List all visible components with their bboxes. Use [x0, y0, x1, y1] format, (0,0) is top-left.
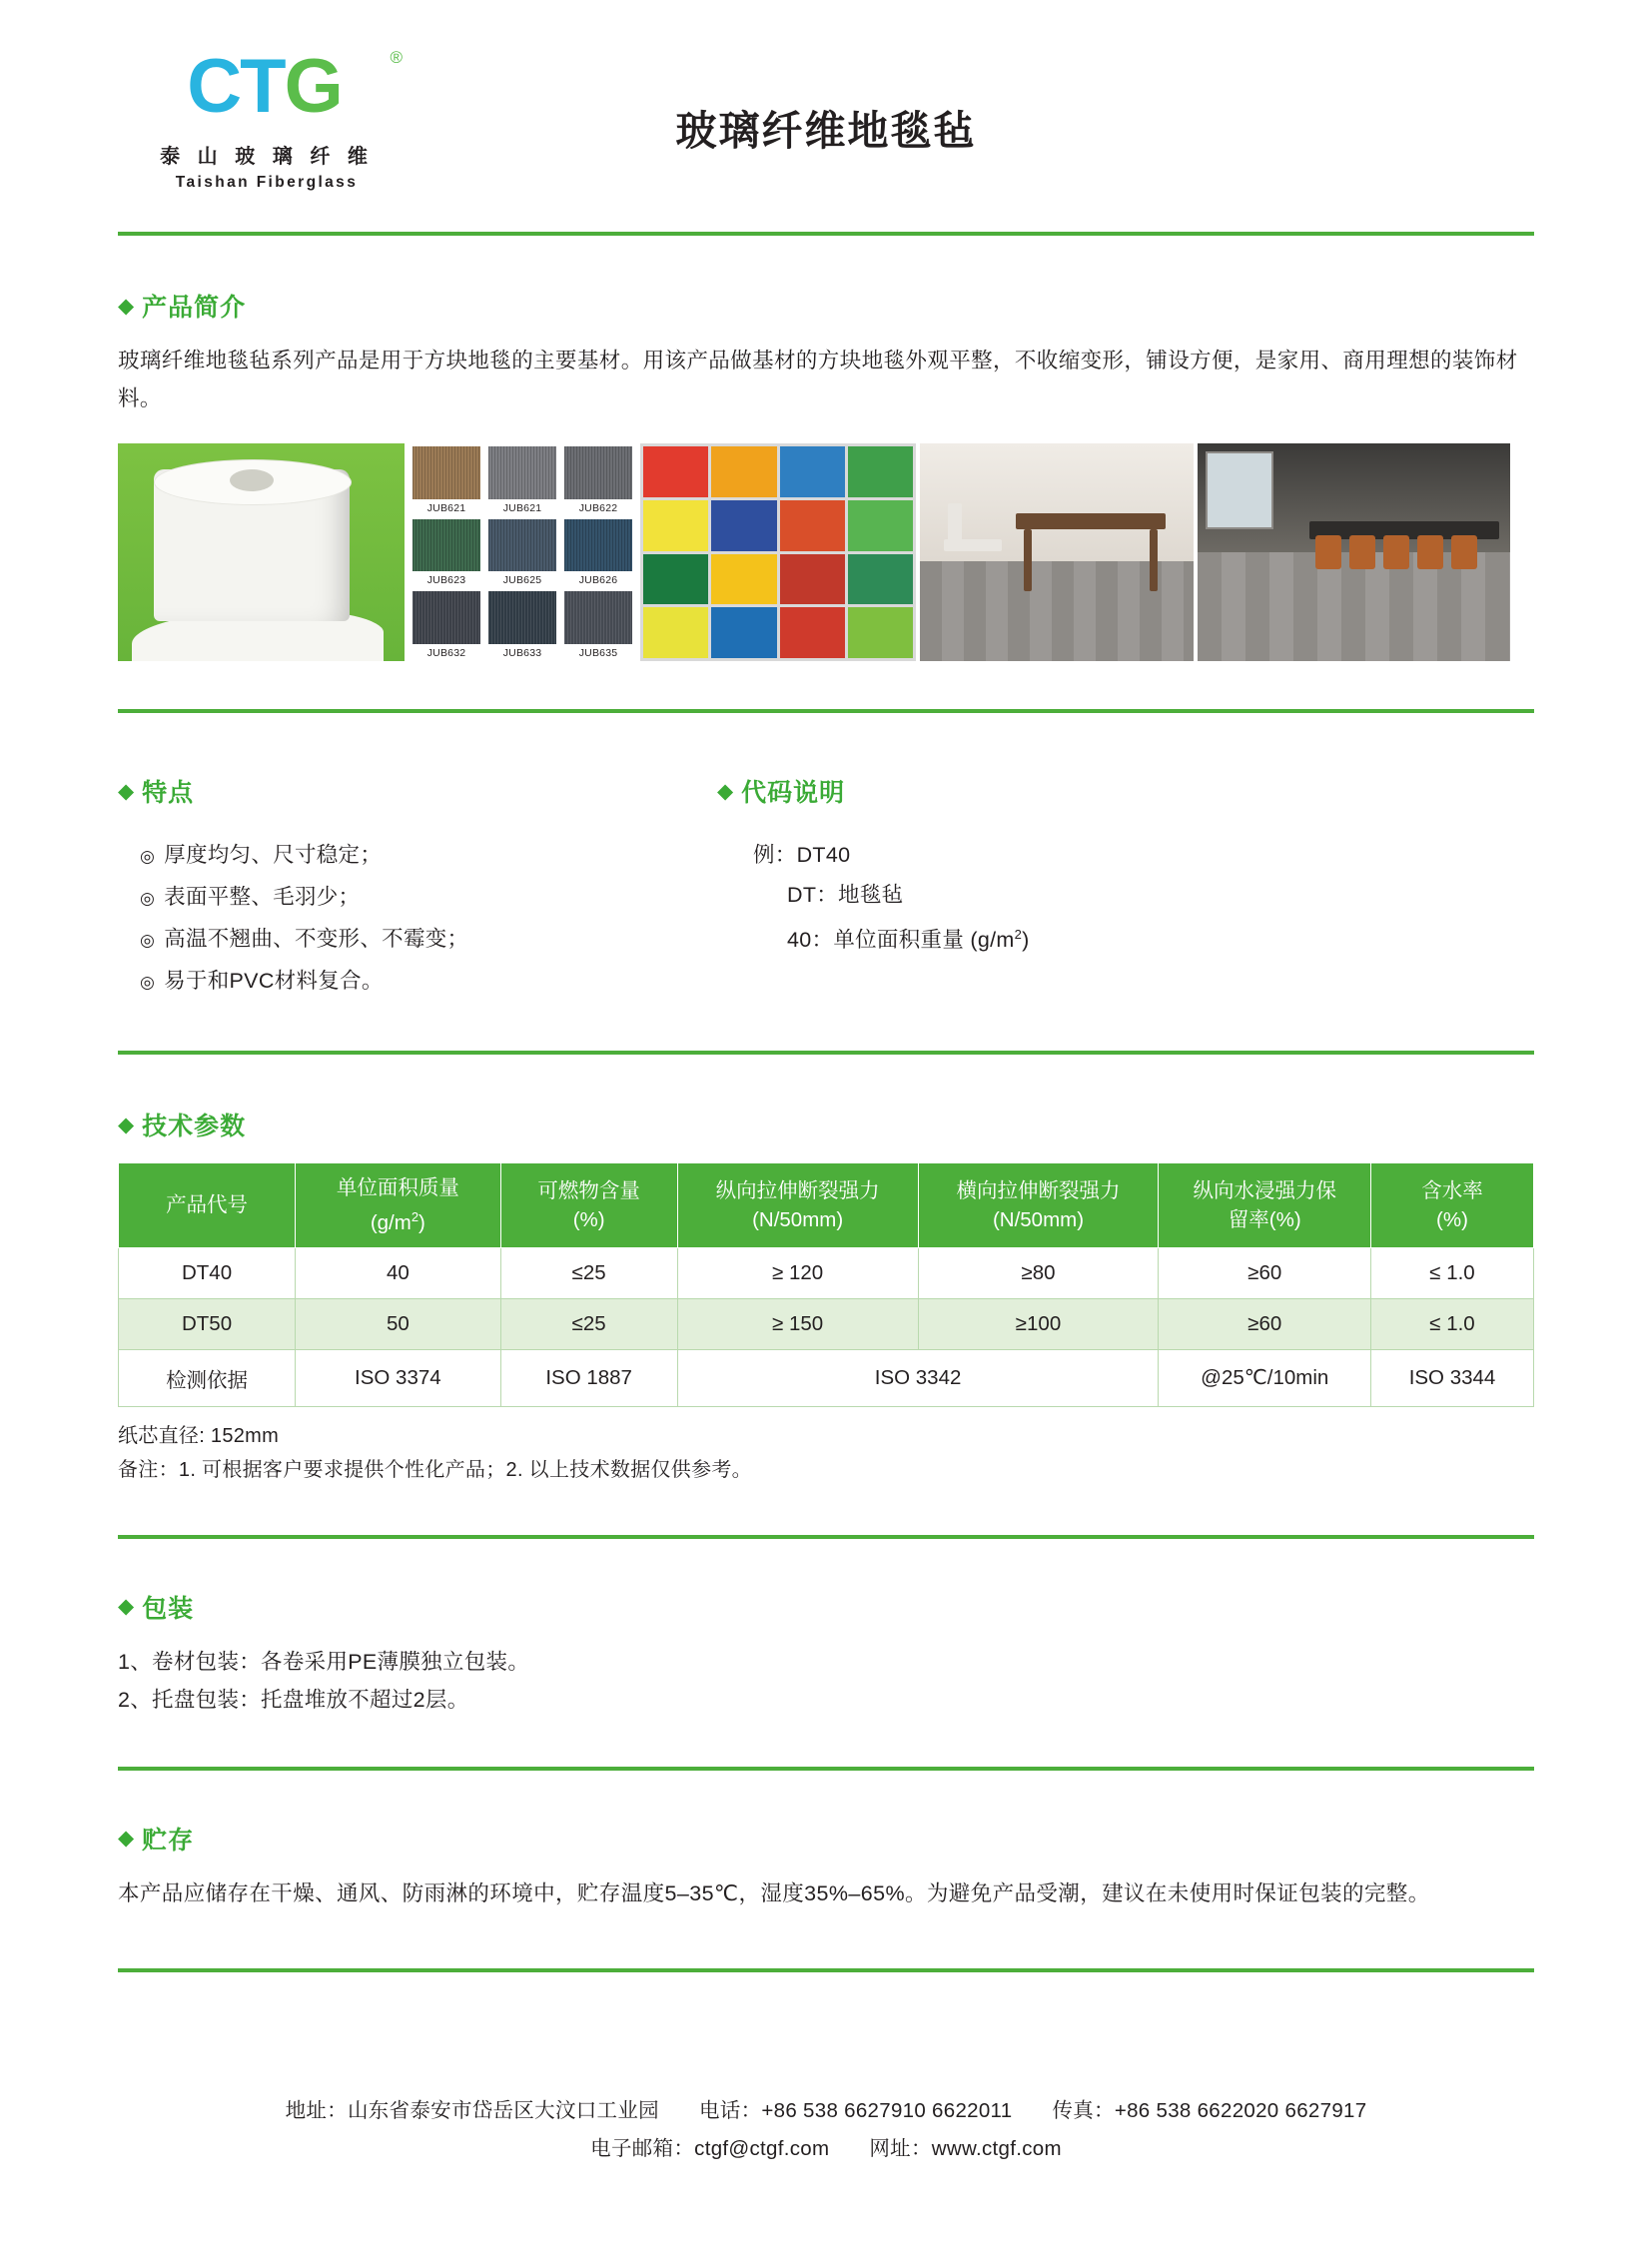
conference-chair [1383, 535, 1409, 569]
feature-item [140, 835, 717, 877]
feature-item-label: 易于和PVC材料复合。 [164, 969, 384, 993]
diamond-icon: ◆ [118, 1595, 136, 1619]
swatch-caption: JUB632 [426, 646, 466, 659]
swatch-caption: JUB625 [502, 574, 542, 587]
swatch-item [484, 443, 560, 516]
column-header-unit: (g/m [370, 1210, 412, 1234]
diamond-icon: ◆ [118, 1827, 136, 1851]
column-header-label: 纵向拉伸断裂强力 [715, 1178, 880, 1202]
cell-wet-retention: ≥60 [1159, 1298, 1371, 1349]
swatch-item [484, 588, 560, 661]
cell-md-tensile: ≥ 150 [677, 1298, 918, 1349]
code-heading-label: 代码说明 [741, 779, 846, 807]
cell-md-tensile: ≥ 120 [677, 1247, 918, 1298]
feature-item-label: 表面平整、毛羽少； [164, 885, 361, 909]
logo-company-name-cn: 泰 山 玻 璃 纤 维 [160, 146, 374, 168]
cell-product-code: DT50 [119, 1298, 296, 1349]
swatch-caption: JUB622 [578, 501, 618, 514]
code-40-meaning [787, 915, 1534, 960]
section-technical-parameters [118, 1055, 1534, 1487]
page-footer [118, 2092, 1534, 2168]
storage-heading-label: 贮存 [142, 1826, 195, 1855]
column-header-unit: (%) [572, 1207, 605, 1231]
technical-parameters-table [118, 1162, 1534, 1407]
footer-line-1 [118, 2092, 1534, 2130]
storage-heading [118, 1821, 1534, 1857]
office-table-leg [1024, 529, 1032, 591]
conference-chair [1349, 535, 1375, 569]
table-row-standards [119, 1349, 1534, 1406]
photo-office-table [920, 443, 1194, 661]
swatch-caption: JUB621 [426, 501, 466, 514]
table-row [119, 1247, 1534, 1298]
cell-standard-label: 检测依据 [119, 1349, 296, 1406]
photo-carpet-swatches [409, 443, 636, 661]
column-header-wet-retention [1159, 1163, 1371, 1248]
column-header-label: 可燃物含量 [537, 1178, 640, 1202]
colored-tile-grid [640, 443, 916, 661]
swatch-item [484, 516, 560, 589]
footer-line-2 [118, 2130, 1534, 2168]
technical-heading-label: 技术参数 [142, 1113, 247, 1140]
packaging-heading-label: 包装 [142, 1594, 195, 1623]
packaging-heading [118, 1589, 1534, 1625]
page-title: 玻璃纤维地毯毡 [675, 108, 977, 154]
footer-fax: 传真：+86 538 6622020 6627917 [1052, 2099, 1367, 2122]
section-introduction [118, 236, 1534, 661]
cell-standard-moisture: ISO 3344 [1371, 1349, 1534, 1406]
office-table-top [1016, 513, 1166, 529]
column-header-label: 横向拉伸断裂强力 [956, 1178, 1121, 1202]
diamond-icon: ◆ [118, 1113, 136, 1136]
conference-window [1206, 451, 1273, 529]
bullet-icon: ◎ [140, 889, 156, 908]
footer-phone: 电话：+86 538 6627910 6622011 [698, 2099, 1013, 2122]
section-storage [118, 1771, 1534, 1912]
swatch-item [560, 443, 636, 516]
cell-combustible: ≤25 [500, 1298, 677, 1349]
column-header-unit: (N/50mm) [752, 1207, 844, 1231]
feature-item [140, 961, 717, 1003]
feature-item-label: 厚度均匀、尺寸稳定； [164, 843, 383, 867]
swatch-item [409, 588, 484, 661]
section-packaging [118, 1539, 1534, 1719]
cell-cd-tensile: ≥80 [918, 1247, 1159, 1298]
feature-item-label: 高温不翘曲、不变形、不霉变； [164, 927, 469, 951]
photo-colored-carpet-tiles [640, 443, 916, 661]
storage-text: 本产品应储存在干燥、通风、防雨淋的环境中，贮存温度5–35℃，湿度35%–65%。为避免产品受潮，建议在未使用时保证包装的完整。 [118, 1880, 1430, 1905]
column-header-label: 纵向水浸强力保 [1193, 1178, 1336, 1202]
packaging-line: 1、卷材包装：各卷采用PE薄膜独立包装。 [118, 1649, 530, 1674]
page-header [118, 0, 1534, 232]
column-header-label: 含水率 [1421, 1178, 1483, 1202]
diamond-icon: ◆ [118, 779, 136, 803]
cell-standard-wet: @25℃/10min [1159, 1349, 1371, 1406]
column-header-cd-tensile [918, 1163, 1159, 1248]
product-photo-strip [118, 443, 1534, 661]
table-row [119, 1298, 1534, 1349]
conference-chair [1315, 535, 1341, 569]
introduction-heading [118, 288, 1534, 324]
footer-website: 网址：www.ctgf.com [869, 2137, 1062, 2160]
table-remark: 备注：1. 可根据客户要求提供个性化产品；2. 以上技术数据仅供参考。 [118, 1458, 752, 1481]
column-header-unit-sup: 2 [411, 1209, 419, 1224]
swatch-item [560, 516, 636, 589]
table-header-row [119, 1163, 1534, 1248]
photo-conference-room [1198, 443, 1510, 661]
cell-combustible: ≤25 [500, 1247, 677, 1298]
column-header-combustible [500, 1163, 677, 1248]
introduction-text: 玻璃纤维地毯毡系列产品是用于方块地毯的主要基材。用该产品做基材的方块地毯外观平整，不收缩变形，铺设方便，是家用、商用理想的装饰材料。 [118, 349, 1518, 410]
column-header-moisture [1371, 1163, 1534, 1248]
swatch-item [560, 588, 636, 661]
column-header-product-code [119, 1163, 296, 1248]
swatch-caption: JUB621 [502, 501, 542, 514]
code-40-superscript: 2 [1014, 927, 1023, 942]
swatch-caption: JUB623 [426, 574, 466, 587]
packaging-line: 2、托盘包装：托盘堆放不超过2层。 [118, 1687, 469, 1712]
swatch-caption: JUB635 [578, 646, 618, 659]
column-header-unit: (%) [1436, 1207, 1468, 1231]
code-40-prefix: 40：单位面积重量 (g/m [787, 928, 1015, 953]
diamond-icon: ◆ [717, 779, 735, 803]
code-heading [717, 773, 1534, 809]
swatch-item [409, 516, 484, 589]
footer-address: 地址：山东省泰安市岱岳区大汶口工业园 [285, 2099, 659, 2122]
feature-item [140, 877, 717, 919]
cell-standard-tensile: ISO 3342 [677, 1349, 1159, 1406]
column-header-mass [296, 1163, 500, 1248]
feature-item [140, 919, 717, 961]
swatch-item [409, 443, 484, 516]
core-diameter-note: 纸芯直径: 152mm [118, 1424, 280, 1447]
features-heading [118, 773, 717, 809]
bullet-icon: ◎ [140, 847, 156, 866]
cell-cd-tensile: ≥100 [918, 1298, 1159, 1349]
column-header-unit: (N/50mm) [992, 1207, 1085, 1231]
swatch-caption: JUB633 [502, 646, 542, 659]
column-header-label: 单位面积质量 [336, 1176, 459, 1199]
swatch-caption: JUB626 [578, 574, 618, 587]
conference-chair [1417, 535, 1443, 569]
cell-standard-mass: ISO 3374 [296, 1349, 500, 1406]
cell-standard-combustible: ISO 1887 [500, 1349, 677, 1406]
logo-letters: CTG [187, 44, 342, 129]
column-header-unit: 留率(%) [1228, 1207, 1301, 1231]
logo-company-name-en: Taishan Fiberglass [175, 174, 359, 191]
features-column [118, 773, 717, 1003]
code-example: 例：DT40 [753, 843, 851, 867]
footer-email: 电子邮箱：ctgf@ctgf.com [590, 2137, 830, 2160]
diamond-icon: ◆ [118, 294, 136, 318]
code-column [717, 773, 1534, 1003]
column-header-label: 产品代号 [166, 1193, 249, 1217]
divider-footer [118, 1968, 1534, 1972]
roll-core-hole [230, 469, 274, 491]
cell-moisture: ≤ 1.0 [1371, 1247, 1534, 1298]
office-table-leg [1150, 529, 1158, 591]
cell-wet-retention: ≥60 [1159, 1247, 1371, 1298]
office-chair-back [948, 503, 962, 543]
logo-registered-mark: ® [390, 48, 403, 67]
column-header-unit-post: ) [418, 1210, 425, 1234]
bullet-icon: ◎ [140, 973, 156, 992]
code-40-suffix: ) [1022, 928, 1030, 953]
section-features-and-code [118, 713, 1534, 1003]
cell-product-code: DT40 [119, 1247, 296, 1298]
technical-heading [118, 1107, 1534, 1142]
photo-fiberglass-roll [118, 443, 405, 661]
cell-mass: 40 [296, 1247, 500, 1298]
code-dt-meaning: DT：地毯毡 [787, 883, 904, 907]
cell-moisture: ≤ 1.0 [1371, 1298, 1534, 1349]
features-heading-label: 特点 [142, 779, 195, 807]
bullet-icon: ◎ [140, 931, 156, 950]
column-header-md-tensile [677, 1163, 918, 1248]
conference-chair [1451, 535, 1477, 569]
introduction-heading-label: 产品简介 [142, 294, 247, 322]
cell-mass: 50 [296, 1298, 500, 1349]
